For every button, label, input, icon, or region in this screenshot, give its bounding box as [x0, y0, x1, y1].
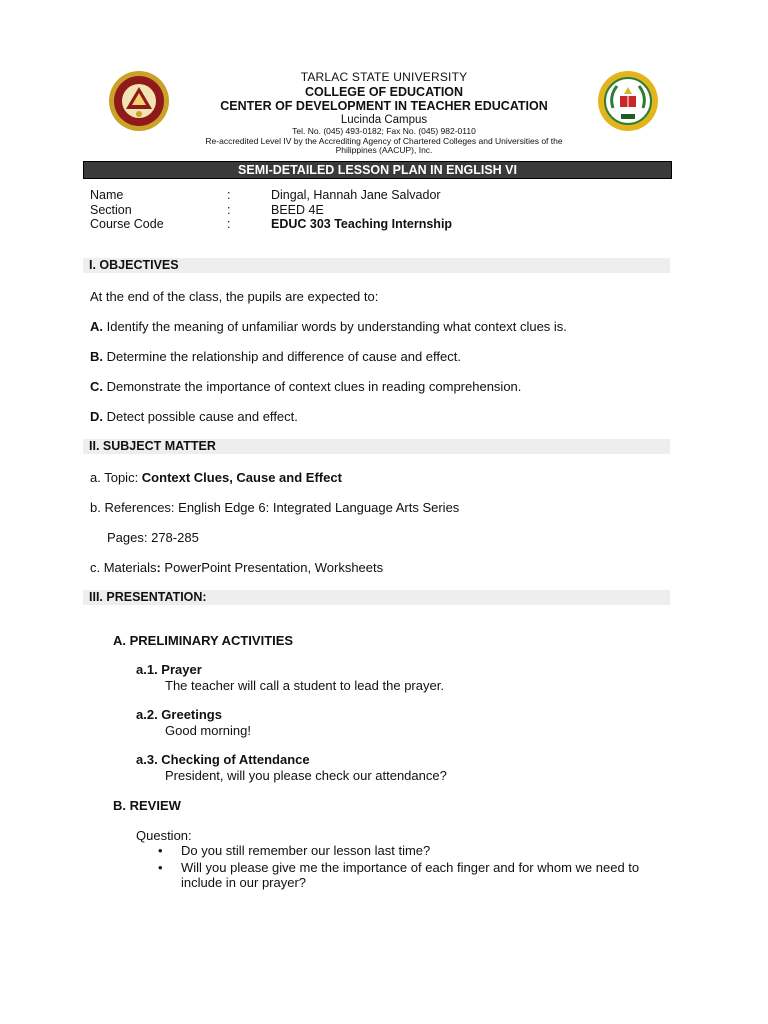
- bullet-icon: •: [158, 860, 163, 875]
- materials-value: PowerPoint Presentation, Worksheets: [160, 560, 384, 575]
- university-name: TARLAC STATE UNIVERSITY: [300, 70, 468, 84]
- topic-value: Context Clues, Cause and Effect: [141, 470, 342, 485]
- materials-line: [90, 560, 383, 575]
- student-info-block: [90, 188, 650, 232]
- objective-c: [90, 379, 521, 394]
- greetings-heading: a.2. Greetings: [136, 707, 222, 722]
- info-key: Course Code: [90, 217, 164, 231]
- objective-label: B.: [90, 349, 103, 364]
- lesson-plan-title-banner: SEMI-DETAILED LESSON PLAN IN ENGLISH VI: [83, 161, 672, 179]
- bullet-icon: •: [158, 843, 163, 858]
- prayer-text: The teacher will call a student to lead the prayer.: [165, 678, 444, 693]
- pages-line: Pages: 278-285: [107, 530, 199, 545]
- objective-a: [90, 319, 567, 334]
- objective-text: Identify the meaning of unfamiliar words by understanding what context clues is.: [103, 319, 567, 334]
- info-row-name: [90, 188, 650, 203]
- info-colon: :: [227, 202, 231, 217]
- objective-d: [90, 409, 298, 424]
- accreditation-line-1: Re-accredited Level IV by the Accrediting Agency of Chartered Colleges and Universities of the: [205, 135, 563, 146]
- objective-text: Detect possible cause and effect.: [103, 409, 298, 424]
- references-line: b. References: English Edge 6: Integrated Language Arts Series: [90, 500, 460, 515]
- list-item: [158, 843, 678, 859]
- greetings-text: Good morning!: [165, 723, 251, 738]
- info-value: BEED 4E: [271, 202, 324, 217]
- college-name: COLLEGE OF EDUCATION: [304, 84, 464, 99]
- materials-label: c. Materials: [90, 560, 157, 575]
- accreditation-line-2: Philippines (AACUP), Inc.: [335, 145, 433, 156]
- prayer-heading: a.1. Prayer: [136, 662, 202, 677]
- topic-label: a. Topic:: [90, 470, 142, 485]
- info-key: Section: [90, 202, 132, 217]
- info-value: EDUC 303 Teaching Internship: [271, 217, 453, 231]
- info-colon: :: [227, 188, 231, 202]
- center-name: CENTER OF DEVELOPMENT IN TEACHER EDUCATION: [220, 99, 548, 114]
- attendance-heading: a.3. Checking of Attendance: [136, 752, 310, 767]
- review-question-text: Do you still remember our lesson last time?: [181, 843, 431, 858]
- campus-name: Lucinda Campus: [340, 113, 428, 126]
- college-education-seal-logo: [597, 70, 659, 132]
- info-colon: :: [227, 217, 231, 231]
- materials-colon: :: [156, 560, 161, 575]
- objectives-intro: At the end of the class, the pupils are expected to:: [90, 289, 379, 304]
- list-item: [158, 860, 678, 892]
- review-question-label: Question:: [136, 828, 192, 843]
- info-value: Dingal, Hannah Jane Salvador: [271, 188, 441, 202]
- info-row-course-code: [90, 217, 650, 232]
- subject-matter-heading: II. SUBJECT MATTER: [83, 439, 670, 454]
- topic-line: [90, 470, 342, 485]
- objectives-heading: I. OBJECTIVES: [83, 258, 670, 273]
- objective-text: Demonstrate the importance of context clues in reading comprehension.: [103, 379, 522, 394]
- objective-b: [90, 349, 461, 364]
- preliminary-activities-heading: A. PRELIMINARY ACTIVITIES: [113, 633, 294, 648]
- objective-text: Determine the relationship and difference of cause and effect.: [103, 349, 461, 364]
- objective-label: A.: [90, 319, 103, 334]
- presentation-heading: III. PRESENTATION:: [83, 590, 670, 605]
- objective-label: C.: [90, 379, 103, 394]
- objective-label: D.: [90, 409, 103, 424]
- review-heading: B. REVIEW: [113, 798, 181, 813]
- contact-info: Tel. No. (045) 493-0182; Fax No. (045) 982-0110: [292, 125, 476, 136]
- tsu-seal-logo: [108, 70, 170, 132]
- institution-header: [180, 71, 588, 156]
- review-question-text: Will you please give me the importance of each finger and for whom we need to include in our prayer?: [181, 860, 640, 890]
- info-key: Name: [90, 188, 124, 202]
- info-row-section: [90, 203, 650, 218]
- attendance-text: President, will you please check our attendance?: [165, 768, 447, 783]
